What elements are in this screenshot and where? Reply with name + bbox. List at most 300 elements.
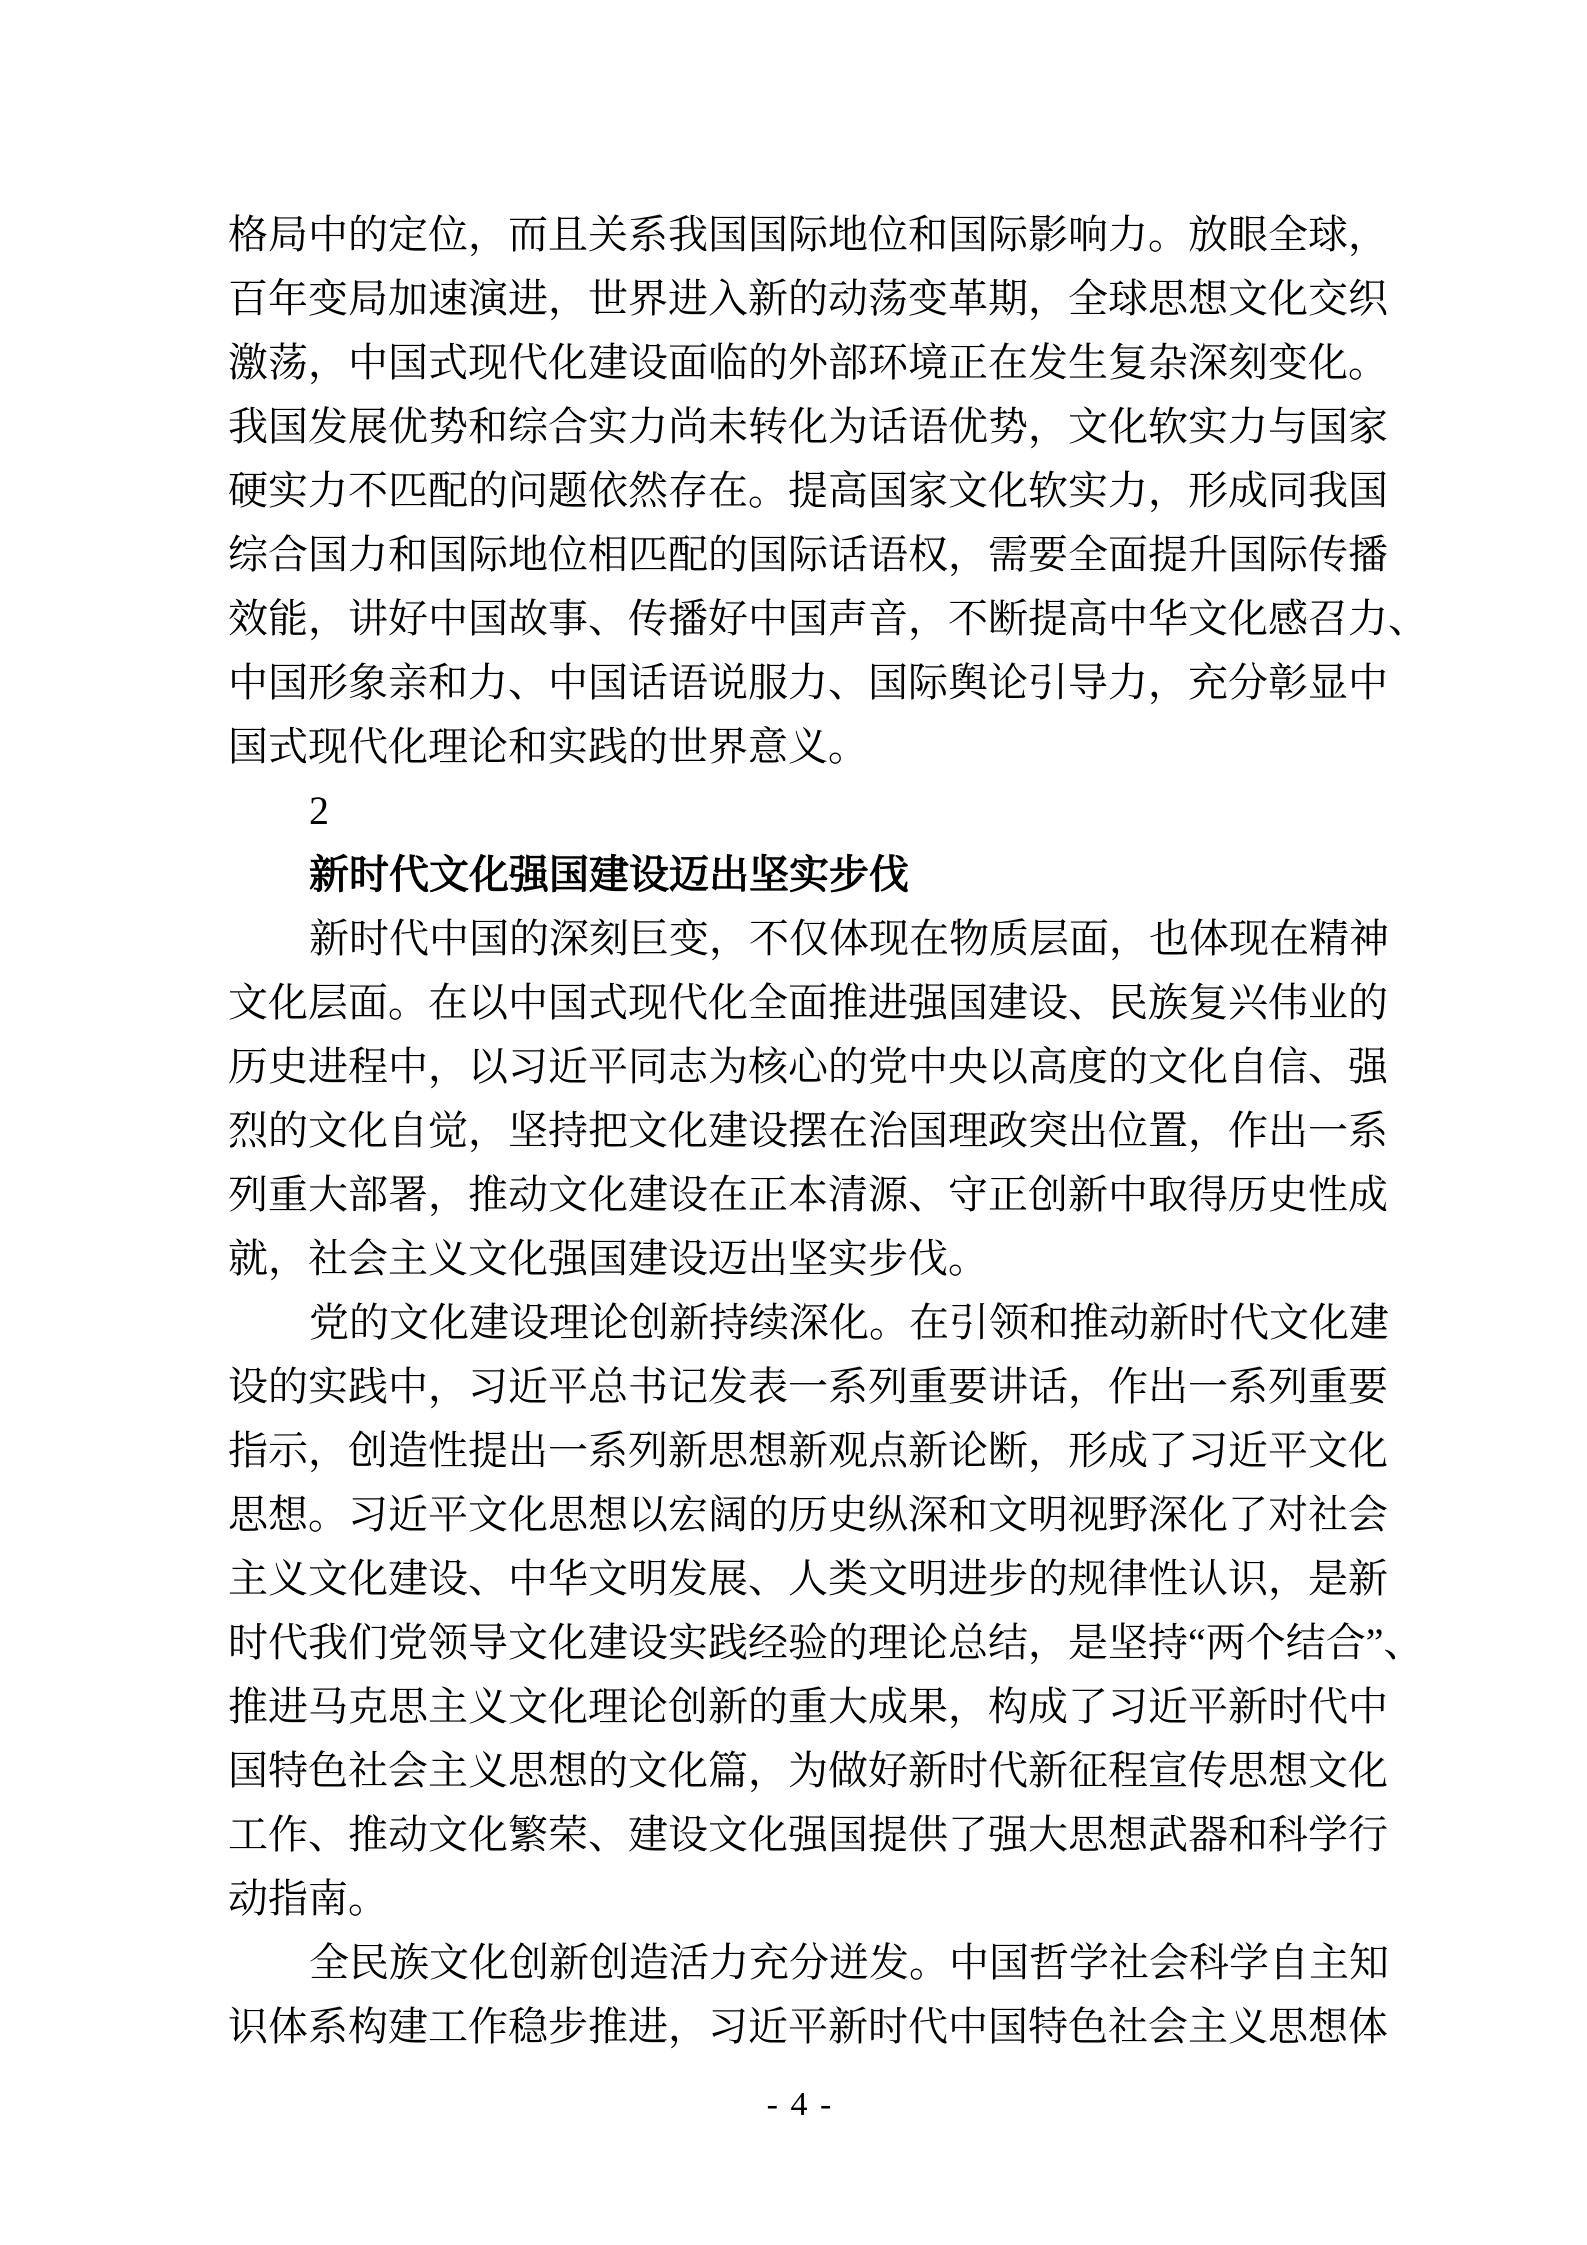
glyph: 化 <box>1188 1044 1228 1089</box>
glyph: 进 <box>668 276 708 321</box>
glyph: 进 <box>268 1684 308 1729</box>
glyph: 构 <box>988 1684 1028 1729</box>
glyph: 以 <box>628 1492 668 1537</box>
glyph: 规 <box>1068 1556 1108 1601</box>
glyph: 象 <box>348 660 388 705</box>
glyph: ， <box>1268 1556 1308 1601</box>
glyph: 、 <box>748 1556 788 1601</box>
glyph: 新 <box>669 1300 709 1345</box>
glyph: 中 <box>949 1940 989 1985</box>
glyph: 构 <box>348 2004 388 2049</box>
glyph: 化 <box>668 1748 708 1793</box>
text-line <box>228 1739 1388 1803</box>
glyph: 两 <box>1205 1620 1246 1665</box>
glyph: 权 <box>908 532 948 577</box>
glyph: 主 <box>1188 2004 1228 2049</box>
glyph: 话 <box>868 404 908 449</box>
glyph: 要 <box>1028 532 1068 577</box>
glyph: 置 <box>1148 1108 1188 1153</box>
glyph: 我 <box>308 1620 348 1665</box>
glyph: 以 <box>988 1044 1028 1089</box>
glyph: 且 <box>548 212 588 257</box>
glyph: 入 <box>708 276 748 321</box>
glyph: ， <box>1148 468 1188 513</box>
glyph: 语 <box>908 404 948 449</box>
text-line <box>228 267 1388 331</box>
glyph: 篇 <box>708 1748 748 1793</box>
text-line <box>228 1035 1388 1099</box>
glyph: 经 <box>748 1620 788 1665</box>
glyph: 形 <box>308 660 348 705</box>
glyph: 兴 <box>1228 980 1268 1025</box>
glyph: 国 <box>868 660 908 705</box>
glyph: 国 <box>748 532 788 577</box>
glyph: 推 <box>348 1812 388 1857</box>
glyph: 国 <box>468 596 508 641</box>
glyph: 时 <box>1189 1300 1229 1345</box>
glyph: 。 <box>1348 340 1388 385</box>
glyph: 史 <box>268 1044 308 1089</box>
glyph: 力 <box>468 660 508 705</box>
glyph: 系 <box>308 2004 348 2049</box>
glyph: 高 <box>1028 1044 1068 1089</box>
glyph: 文 <box>628 1748 668 1793</box>
glyph: 创 <box>668 1684 708 1729</box>
glyph: 对 <box>1268 1492 1308 1537</box>
glyph: 好 <box>708 596 748 641</box>
glyph: 未 <box>708 404 748 449</box>
glyph: 工 <box>428 2004 468 2049</box>
glyph: 文 <box>708 1812 748 1857</box>
glyph: 中 <box>508 980 548 1025</box>
glyph: 引 <box>949 1300 989 1345</box>
glyph: 设 <box>228 1364 268 1409</box>
glyph: 了 <box>948 1812 988 1857</box>
glyph: 年 <box>268 276 308 321</box>
section-heading: 新时代文化强国建设迈出坚实步伐 <box>309 852 909 897</box>
glyph: 、 <box>828 660 868 705</box>
text-line: 国式现代化理论和实践的世界意义。 <box>228 724 868 769</box>
glyph: 面 <box>668 340 708 385</box>
glyph: 体 <box>829 916 869 961</box>
glyph: 影 <box>1028 212 1068 257</box>
glyph: 国 <box>908 1108 948 1153</box>
glyph: 家 <box>908 468 948 513</box>
glyph: 合 <box>548 404 588 449</box>
glyph: 文 <box>508 1620 548 1665</box>
glyph: 造 <box>629 1940 669 1985</box>
glyph: 在 <box>988 340 1028 385</box>
glyph: 提 <box>468 1428 508 1473</box>
glyph: 在 <box>909 1300 949 1345</box>
glyph: 质 <box>989 916 1029 961</box>
glyph: 近 <box>1148 1684 1188 1729</box>
glyph: 是 <box>1308 1556 1348 1601</box>
glyph: 央 <box>948 1044 988 1089</box>
glyph: 中 <box>508 1556 548 1601</box>
glyph: 想 <box>1308 2004 1348 2049</box>
glyph: 义 <box>468 1684 508 1729</box>
glyph: 动 <box>508 1172 548 1217</box>
text-line: 就，社会主义文化强国建设迈出坚实步伐。 <box>228 1236 988 1281</box>
glyph: 化 <box>548 1620 588 1665</box>
glyph: 中 <box>348 340 388 385</box>
glyph: 近 <box>388 1492 428 1537</box>
glyph: 化 <box>548 1684 588 1729</box>
glyph: 际 <box>1268 532 1308 577</box>
glyph: 际 <box>788 212 828 257</box>
text-line <box>228 1675 1388 1739</box>
glyph: 话 <box>828 532 868 577</box>
glyph: 进 <box>508 276 548 321</box>
glyph: 和 <box>908 212 948 257</box>
glyph: 想 <box>1188 276 1228 321</box>
glyph: 变 <box>1268 340 1308 385</box>
glyph: ， <box>308 1428 348 1473</box>
glyph: 历 <box>1228 1172 1268 1217</box>
glyph: 大 <box>828 1684 868 1729</box>
glyph: 明 <box>628 1556 668 1601</box>
glyph: 义 <box>468 1748 508 1793</box>
glyph: 族 <box>389 1940 429 1985</box>
glyph: 和 <box>1228 1812 1268 1857</box>
glyph: 问 <box>508 468 548 513</box>
glyph: 、 <box>908 1172 948 1217</box>
glyph: 革 <box>948 276 988 321</box>
glyph: 习 <box>708 2004 748 2049</box>
glyph: 华 <box>1148 596 1188 641</box>
glyph: 坚 <box>1108 1620 1148 1665</box>
glyph: 好 <box>388 596 428 641</box>
glyph: 世 <box>588 276 628 321</box>
glyph: 科 <box>1189 1940 1229 1985</box>
glyph: 织 <box>1348 276 1388 321</box>
glyph: 一 <box>1308 1108 1348 1153</box>
glyph: 服 <box>748 660 788 705</box>
glyph: 优 <box>948 404 988 449</box>
glyph: 临 <box>708 340 748 385</box>
glyph: 软 <box>1148 404 1188 449</box>
glyph: 不 <box>948 596 988 641</box>
glyph: 坚 <box>508 1108 548 1153</box>
glyph: 示 <box>268 1428 308 1473</box>
glyph: 不 <box>749 916 789 961</box>
glyph: 、 <box>588 1812 628 1857</box>
glyph: 程 <box>348 1044 388 1089</box>
glyph: 国 <box>428 532 468 577</box>
glyph: 时 <box>349 916 389 961</box>
glyph: 讲 <box>348 596 388 641</box>
glyph: 传 <box>628 596 668 641</box>
glyph: 的 <box>349 1300 389 1345</box>
glyph: 国 <box>268 660 308 705</box>
glyph: 会 <box>1348 1492 1388 1537</box>
text-line <box>228 1611 1424 1675</box>
glyph: 稳 <box>508 2004 548 2049</box>
glyph: 发 <box>668 1556 708 1601</box>
glyph: 合 <box>1325 1620 1366 1665</box>
glyph: 化 <box>1308 340 1348 385</box>
glyph: 环 <box>868 340 908 385</box>
glyph: 中 <box>388 1364 428 1409</box>
glyph: 音 <box>868 596 908 641</box>
glyph: 播 <box>668 596 708 641</box>
glyph: 势 <box>428 404 468 449</box>
glyph: 文 <box>1068 404 1108 449</box>
glyph: 度 <box>1068 1044 1108 1089</box>
glyph: 大 <box>1028 1812 1068 1857</box>
glyph: 事 <box>548 596 588 641</box>
glyph: 召 <box>1308 596 1348 641</box>
glyph: 推 <box>228 1684 268 1729</box>
glyph: 是 <box>1068 1620 1108 1665</box>
glyph: 地 <box>828 212 868 257</box>
glyph: 部 <box>348 1172 388 1217</box>
glyph: 和 <box>428 660 468 705</box>
glyph: 华 <box>548 1556 588 1601</box>
glyph: 活 <box>669 1940 709 1985</box>
glyph: 代 <box>908 2004 948 2049</box>
glyph: 新 <box>908 1428 948 1473</box>
glyph: 和 <box>468 404 508 449</box>
glyph: 作 <box>468 2004 508 2049</box>
glyph: 演 <box>468 276 508 321</box>
glyph: 思 <box>388 1684 428 1729</box>
glyph: 高 <box>1068 596 1108 641</box>
glyph: ， <box>1109 916 1149 961</box>
glyph: 彰 <box>1268 660 1308 705</box>
glyph: 。 <box>748 468 788 513</box>
glyph: 核 <box>748 1044 788 1089</box>
glyph: 而 <box>508 212 548 257</box>
glyph: 强 <box>1348 1044 1388 1089</box>
glyph: 平 <box>1268 1428 1308 1473</box>
glyph: 硬 <box>228 468 268 513</box>
glyph: 主 <box>428 1748 468 1793</box>
glyph: 在 <box>708 1172 748 1217</box>
glyph: ， <box>1028 1620 1068 1665</box>
glyph: 外 <box>788 340 828 385</box>
document-body <box>228 203 1428 2059</box>
text-line <box>228 203 1388 267</box>
glyph: 在 <box>428 980 468 1025</box>
glyph: 近 <box>748 2004 788 2049</box>
glyph: 、 <box>1308 1044 1348 1089</box>
glyph: 国 <box>588 660 628 705</box>
glyph: 自 <box>388 1108 428 1153</box>
glyph: 的 <box>468 468 508 513</box>
glyph: 化 <box>1108 404 1148 449</box>
glyph: 提 <box>868 1812 908 1857</box>
glyph: 展 <box>348 404 388 449</box>
glyph: 化 <box>1188 1492 1228 1537</box>
glyph: 政 <box>988 1108 1028 1153</box>
glyph: 提 <box>1148 532 1188 577</box>
glyph: 个 <box>1245 1620 1286 1665</box>
glyph: 我 <box>1308 468 1348 513</box>
glyph: 的 <box>828 1620 868 1665</box>
glyph: 武 <box>1148 1812 1188 1857</box>
glyph: 际 <box>788 532 828 577</box>
glyph: 列 <box>1268 1364 1308 1409</box>
text-line <box>228 1547 1388 1611</box>
glyph: 、 <box>588 596 628 641</box>
glyph: 国 <box>548 980 588 1025</box>
glyph: ， <box>468 1108 508 1153</box>
glyph: 国 <box>948 212 988 257</box>
glyph: 表 <box>748 1364 788 1409</box>
text-line <box>228 459 1388 523</box>
glyph: 中 <box>548 660 588 705</box>
glyph: 国 <box>989 1940 1029 1985</box>
glyph: 复 <box>1108 340 1148 385</box>
glyph: 文 <box>588 1556 628 1601</box>
glyph: ， <box>548 276 588 321</box>
glyph: 设 <box>1028 980 1068 1025</box>
glyph: 色 <box>1068 2004 1108 2049</box>
glyph: 领 <box>428 1620 468 1665</box>
glyph: 会 <box>1148 2004 1188 2049</box>
glyph: 。 <box>909 1940 949 1985</box>
glyph: 伟 <box>1268 980 1308 1025</box>
glyph: 近 <box>548 1044 588 1089</box>
glyph: 化 <box>748 1812 788 1857</box>
glyph: 识 <box>228 2004 268 2049</box>
glyph: 文 <box>1269 1300 1309 1345</box>
glyph: 位 <box>868 212 908 257</box>
glyph: 文 <box>389 1300 429 1345</box>
glyph: 需 <box>988 532 1028 577</box>
glyph: 动 <box>1109 1300 1149 1345</box>
glyph: 语 <box>668 660 708 705</box>
glyph: 结 <box>988 1620 1028 1665</box>
glyph: 重 <box>788 1684 828 1729</box>
glyph: 的 <box>748 1684 788 1729</box>
glyph: 清 <box>828 1172 868 1217</box>
glyph: 中 <box>1108 596 1148 641</box>
glyph: 迸 <box>829 1940 869 1985</box>
glyph: 设 <box>668 1172 708 1217</box>
glyph: 物 <box>949 916 989 961</box>
glyph: 中 <box>948 2004 988 2049</box>
glyph: 进 <box>308 1044 348 1089</box>
glyph: 传 <box>1308 532 1348 577</box>
glyph: 把 <box>588 1108 628 1153</box>
glyph: 历 <box>228 1044 268 1089</box>
glyph: 际 <box>988 212 1028 257</box>
glyph: 化 <box>548 340 588 385</box>
glyph: 时 <box>948 1748 988 1793</box>
glyph: 中 <box>388 1044 428 1089</box>
glyph: 代 <box>668 980 708 1025</box>
glyph: ， <box>1028 404 1068 449</box>
text-line <box>228 651 1388 715</box>
glyph: ， <box>1028 276 1068 321</box>
glyph: 步 <box>988 1556 1028 1601</box>
glyph: 刻 <box>589 916 629 961</box>
glyph: 社 <box>1109 1940 1149 1985</box>
glyph: 在 <box>708 468 748 513</box>
glyph: 杂 <box>1148 340 1188 385</box>
glyph: ， <box>1028 1428 1068 1473</box>
glyph: 工 <box>228 1812 268 1857</box>
glyph: ” <box>1365 1620 1384 1665</box>
glyph: 故 <box>508 596 548 641</box>
glyph: 器 <box>1188 1812 1228 1857</box>
glyph: 社 <box>1108 2004 1148 2049</box>
glyph: 一 <box>1188 1364 1228 1409</box>
glyph: 新 <box>908 1748 948 1793</box>
glyph: 化 <box>348 1556 388 1601</box>
glyph: 知 <box>1349 1940 1389 1985</box>
glyph: 力 <box>1108 468 1148 513</box>
glyph: 性 <box>1308 1172 1348 1217</box>
glyph: 力 <box>788 660 828 705</box>
glyph: 、 <box>468 1556 508 1601</box>
glyph: 配 <box>668 532 708 577</box>
glyph: 播 <box>1348 532 1388 577</box>
glyph: “ <box>1188 1620 1206 1665</box>
glyph: 和 <box>1029 1300 1069 1345</box>
glyph: 列 <box>228 1172 268 1217</box>
glyph: 宣 <box>1148 1748 1188 1793</box>
glyph: 。 <box>308 1492 348 1537</box>
glyph: 自 <box>1269 1940 1309 1985</box>
glyph: 想 <box>748 1428 788 1473</box>
glyph: 力 <box>308 468 348 513</box>
glyph: 的 <box>268 1364 308 1409</box>
glyph: 加 <box>388 276 428 321</box>
glyph: 深 <box>1148 1492 1188 1537</box>
glyph: 创 <box>629 1300 669 1345</box>
glyph: 动 <box>388 1812 428 1857</box>
glyph: 新 <box>1228 1684 1268 1729</box>
glyph: 形 <box>1188 468 1228 513</box>
glyph: 代 <box>1229 1300 1269 1345</box>
glyph: 主 <box>428 1684 468 1729</box>
text-line <box>228 1291 1389 1355</box>
glyph: 全 <box>1068 276 1108 321</box>
glyph: 烈 <box>228 1108 268 1153</box>
glyph: 充 <box>749 1940 789 1985</box>
glyph: 党 <box>388 1620 428 1665</box>
glyph: 思 <box>1228 1748 1268 1793</box>
glyph: 思 <box>708 1428 748 1473</box>
glyph: 党 <box>868 1044 908 1089</box>
glyph: 和 <box>948 1492 988 1537</box>
glyph: 文 <box>1228 276 1268 321</box>
glyph: 。 <box>869 1300 909 1345</box>
glyph: 人 <box>788 1556 828 1601</box>
glyph: ， <box>1068 1364 1108 1409</box>
glyph: 国 <box>788 596 828 641</box>
glyph: ， <box>428 1364 468 1409</box>
glyph: 中 <box>429 916 469 961</box>
glyph: 新 <box>309 916 349 961</box>
glyph: 。 <box>388 980 428 1025</box>
glyph: 列 <box>868 1364 908 1409</box>
glyph: 出 <box>1268 1108 1308 1153</box>
glyph: 领 <box>989 1300 1029 1345</box>
glyph: 力 <box>1228 404 1268 449</box>
glyph: 文 <box>308 1108 348 1153</box>
glyph: 民 <box>349 1940 389 1985</box>
glyph: 署 <box>388 1172 428 1217</box>
glyph: 存 <box>668 468 708 513</box>
glyph: 配 <box>428 468 468 513</box>
glyph: 取 <box>1148 1172 1188 1217</box>
glyph: 好 <box>868 1748 908 1793</box>
